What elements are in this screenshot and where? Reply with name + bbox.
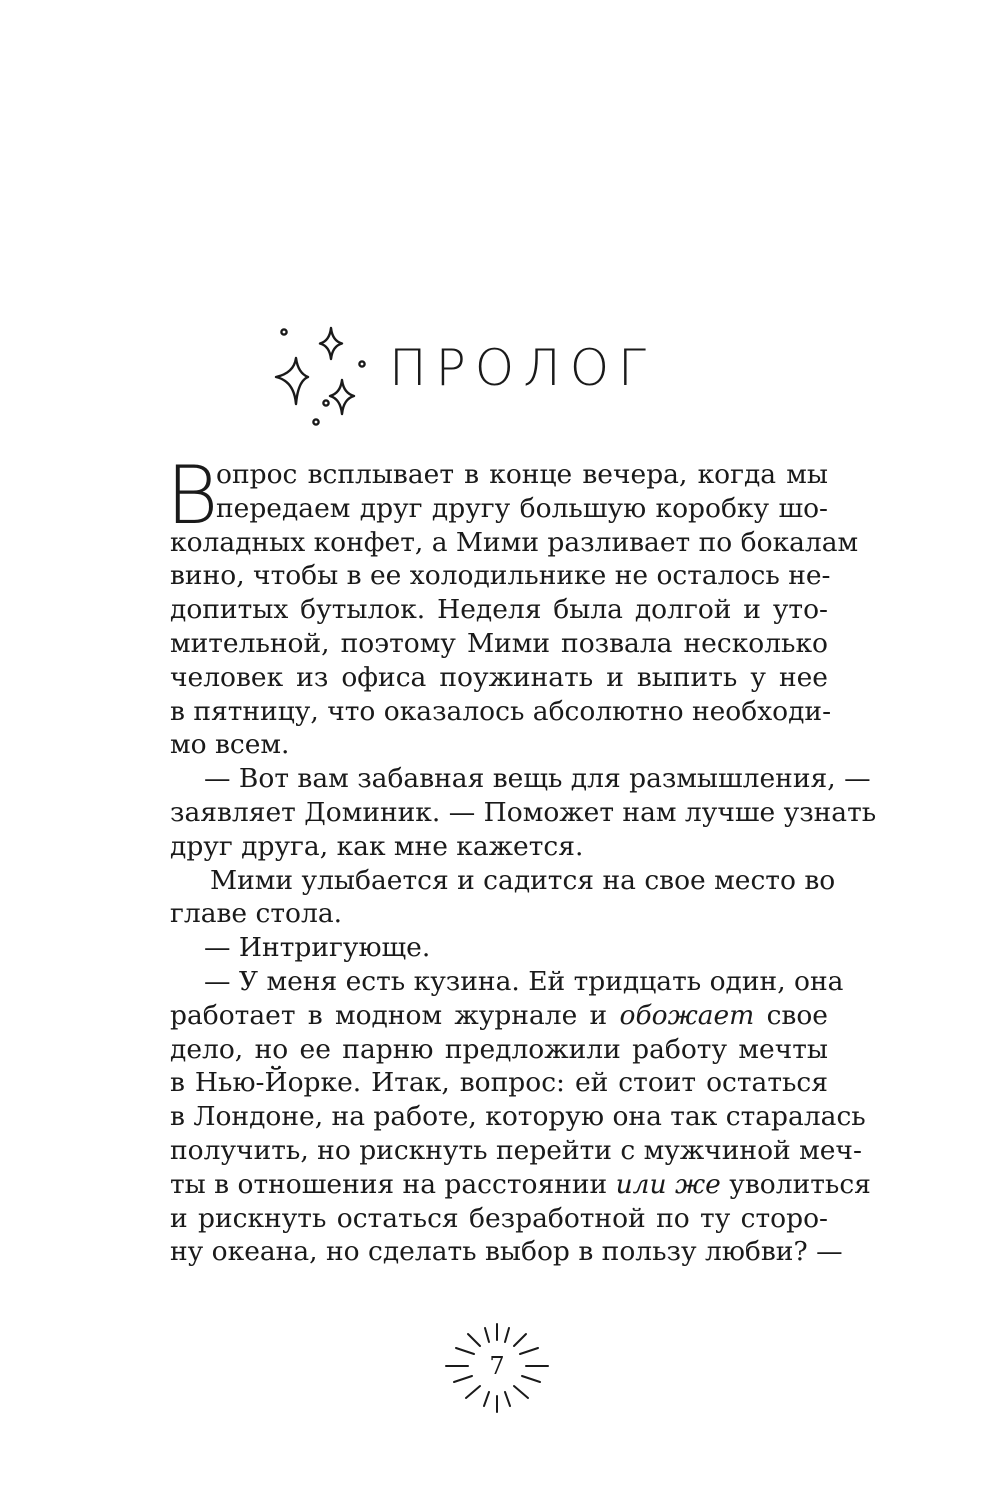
text-line-11: заявляет Доминик. — Поможет нам лучше узнать bbox=[170, 796, 877, 828]
text-line-2: передаем друг другу большую коробку шо- bbox=[216, 492, 828, 524]
italic-emphasis: обожает bbox=[619, 999, 755, 1031]
drop-cap: В bbox=[166, 449, 219, 542]
chapter-title: ПРОЛОГ bbox=[389, 339, 655, 397]
text-line-12: друг друга, как мне кажется. bbox=[170, 830, 584, 862]
text-line-14: главе стола. bbox=[170, 898, 343, 930]
page-number: 7 bbox=[489, 1352, 505, 1380]
body-text bbox=[166, 449, 877, 1269]
text-line-16: — У меня есть кузина. Ей тридцать один, она bbox=[204, 965, 844, 997]
text-line-22: ты в отношения на расстоянии или же уволиться bbox=[170, 1168, 871, 1200]
text-line-20: в Лондоне, на работе, которую она так старалась bbox=[170, 1101, 866, 1133]
sparkles-icon bbox=[268, 318, 368, 430]
text-line-6: мительной, поэтому Мими позвала несколько bbox=[170, 627, 828, 659]
text-line-3: коладных конфет, а Мими разливает по бокалам bbox=[170, 526, 859, 558]
italic-emphasis: или же bbox=[615, 1168, 721, 1200]
text-line-9: мо всем. bbox=[170, 729, 290, 761]
text-line-21: получить, но рискнуть перейти с мужчиной меч- bbox=[170, 1134, 862, 1166]
text-line-1: В опрос всплывает в конце вечера, когда мы bbox=[166, 449, 828, 542]
text-line-23: и рискнуть остаться безработной по ту сторо- bbox=[170, 1202, 828, 1234]
text-line-10: — Вот вам забавная вещь для размышления, — bbox=[204, 763, 871, 795]
text-line-19: в Нью-Йорке. Итак, вопрос: ей стоит остаться bbox=[170, 1067, 828, 1099]
text-line-13: Мими улыбается и садится на свое место во bbox=[210, 864, 836, 896]
text-line-7: человек из офиса поужинать и выпить у нее bbox=[170, 661, 828, 693]
text-line-5: допитых бутылок. Неделя была долгой и уто- bbox=[170, 594, 828, 626]
text-line-18: дело, но ее парню предложили работу мечты bbox=[170, 1033, 828, 1065]
text-line-24: ну океана, но сделать выбор в пользу любви? — bbox=[170, 1236, 843, 1268]
text-line-4: вино, чтобы в ее холодильнике не осталось не- bbox=[170, 560, 831, 592]
text-line-8: в пятницу, что оказалось абсолютно необходи- bbox=[170, 695, 832, 727]
text-line-17: работает в модном журнале и обожает свое bbox=[170, 999, 828, 1031]
text-line-15: — Интригующе. bbox=[204, 932, 431, 964]
